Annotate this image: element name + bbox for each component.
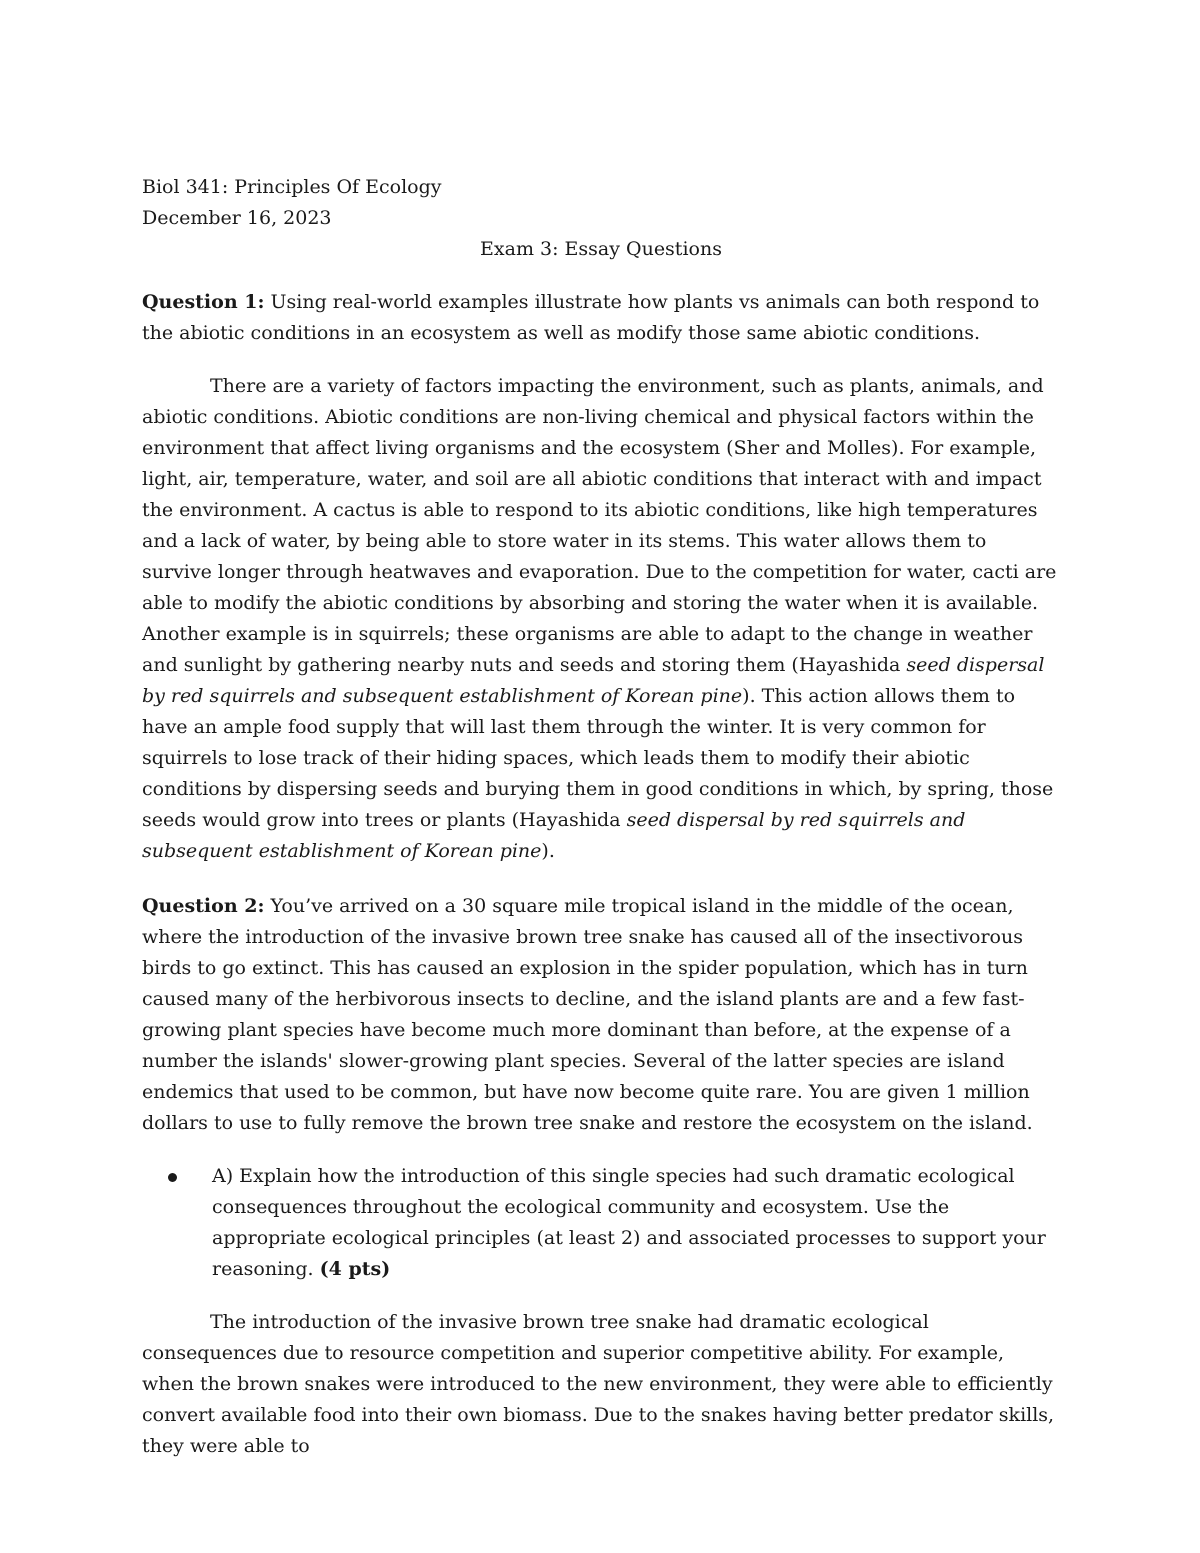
spacer [142, 265, 1060, 287]
answer-1-text-part-1: There are a variety of factors impacting the environment, such as plants, animals, and abiotic conditions. Abiotic conditions are non-living chemical and physical factors within the environment that affect living organisms and the ecosystem (Sher and Molles). For example, light, air, temperature, water, and soil are all abiotic conditions that interact with and impact the environment. A cactus is able to respond to its abiotic conditions, like high temperatures and a lack of water, by being able to store water in its stems. This water allows them to survive longer through heatwaves and evaporation. Due to the competition for water, cacti are able to modify the abiotic conditions by absorbing and storing the water when it is available. Another example is in squirrels; these organisms are able to adapt to the change in weather and sunlight by gathering nearby nuts and seeds and storing them (Hayashida [142, 375, 1057, 676]
question-2a-text: A) Explain how the introduction of this single species had such dramatic ecological consequences throughout the ecological community and ecosystem. Use the appropriate ecological principles (at least 2) and associated processes to support your reasoning. [212, 1165, 1046, 1280]
question-2-text: You’ve arrived on a 30 square mile tropical island in the middle of the ocean, where the introduction of the invasive brown tree snake has caused all of the insectivorous birds to go extinct. This has caused an explosion in the spider population, which has in turn caused many of the herbivorous insects to decline, and the island plants are and a few fast-growing plant species have become much more dominant than before, at the expense of a number the islands' slower-growing plant species. Several of the latter species are island endemics that used to be common, but have now become quite rare. You are given 1 million dollars to use to fully remove the brown tree snake and restore the ecosystem on the island. [142, 895, 1033, 1134]
answer-1-citation-title-2: seed dispersal by red squirrels and subsequent establishment of Korean pine [142, 809, 966, 862]
answer-1-citation-title-1: seed dispersal by red squirrels and subsequent establishment of Korean pine [142, 654, 1045, 707]
spacer [142, 1139, 1060, 1161]
spacer [142, 1285, 1060, 1307]
answer-1-text-part-3: ). [541, 840, 555, 862]
question-2 [142, 891, 1060, 1139]
document-body [142, 172, 1060, 1462]
answer-1-paragraph [142, 371, 1060, 867]
question-1-label: Question 1: [142, 291, 265, 313]
question-2a-list-item [142, 1161, 1060, 1285]
answer-1-text-part-2: ). This action allows them to have an ample food supply that will last them through the winter. It is very common for squirrels to lose track of their hiding spaces, which leads them to modify their abiotic conditions by dispersing seeds and burying them in good conditions in which, by spring, those seeds would grow into trees or plants (Hayashida [142, 685, 1054, 831]
question-1 [142, 287, 1060, 349]
bullet-icon [168, 1173, 177, 1182]
exam-title: Exam 3: Essay Questions [480, 238, 722, 260]
spacer [142, 349, 1060, 371]
answer-2a-paragraph: The introduction of the invasive brown tree snake had dramatic ecological consequences due to resource competition and superior competitive ability. For example, when the brown snakes were introduced to the new environment, they were able to efficiently convert available food into their own biomass. Due to the snakes having better predator skills, they were able to [142, 1311, 1055, 1457]
course-name: Biol 341: Principles Of Ecology [142, 176, 442, 198]
question-1-text: Using real-world examples illustrate how plants vs animals can both respond to the abiotic conditions in an ecosystem as well as modify those same abiotic conditions. [142, 291, 1040, 344]
spacer [142, 867, 1060, 891]
question-2a-points: (4 pts) [319, 1258, 391, 1280]
question-2-label: Question 2: [142, 895, 265, 917]
document-date: December 16, 2023 [142, 207, 332, 229]
